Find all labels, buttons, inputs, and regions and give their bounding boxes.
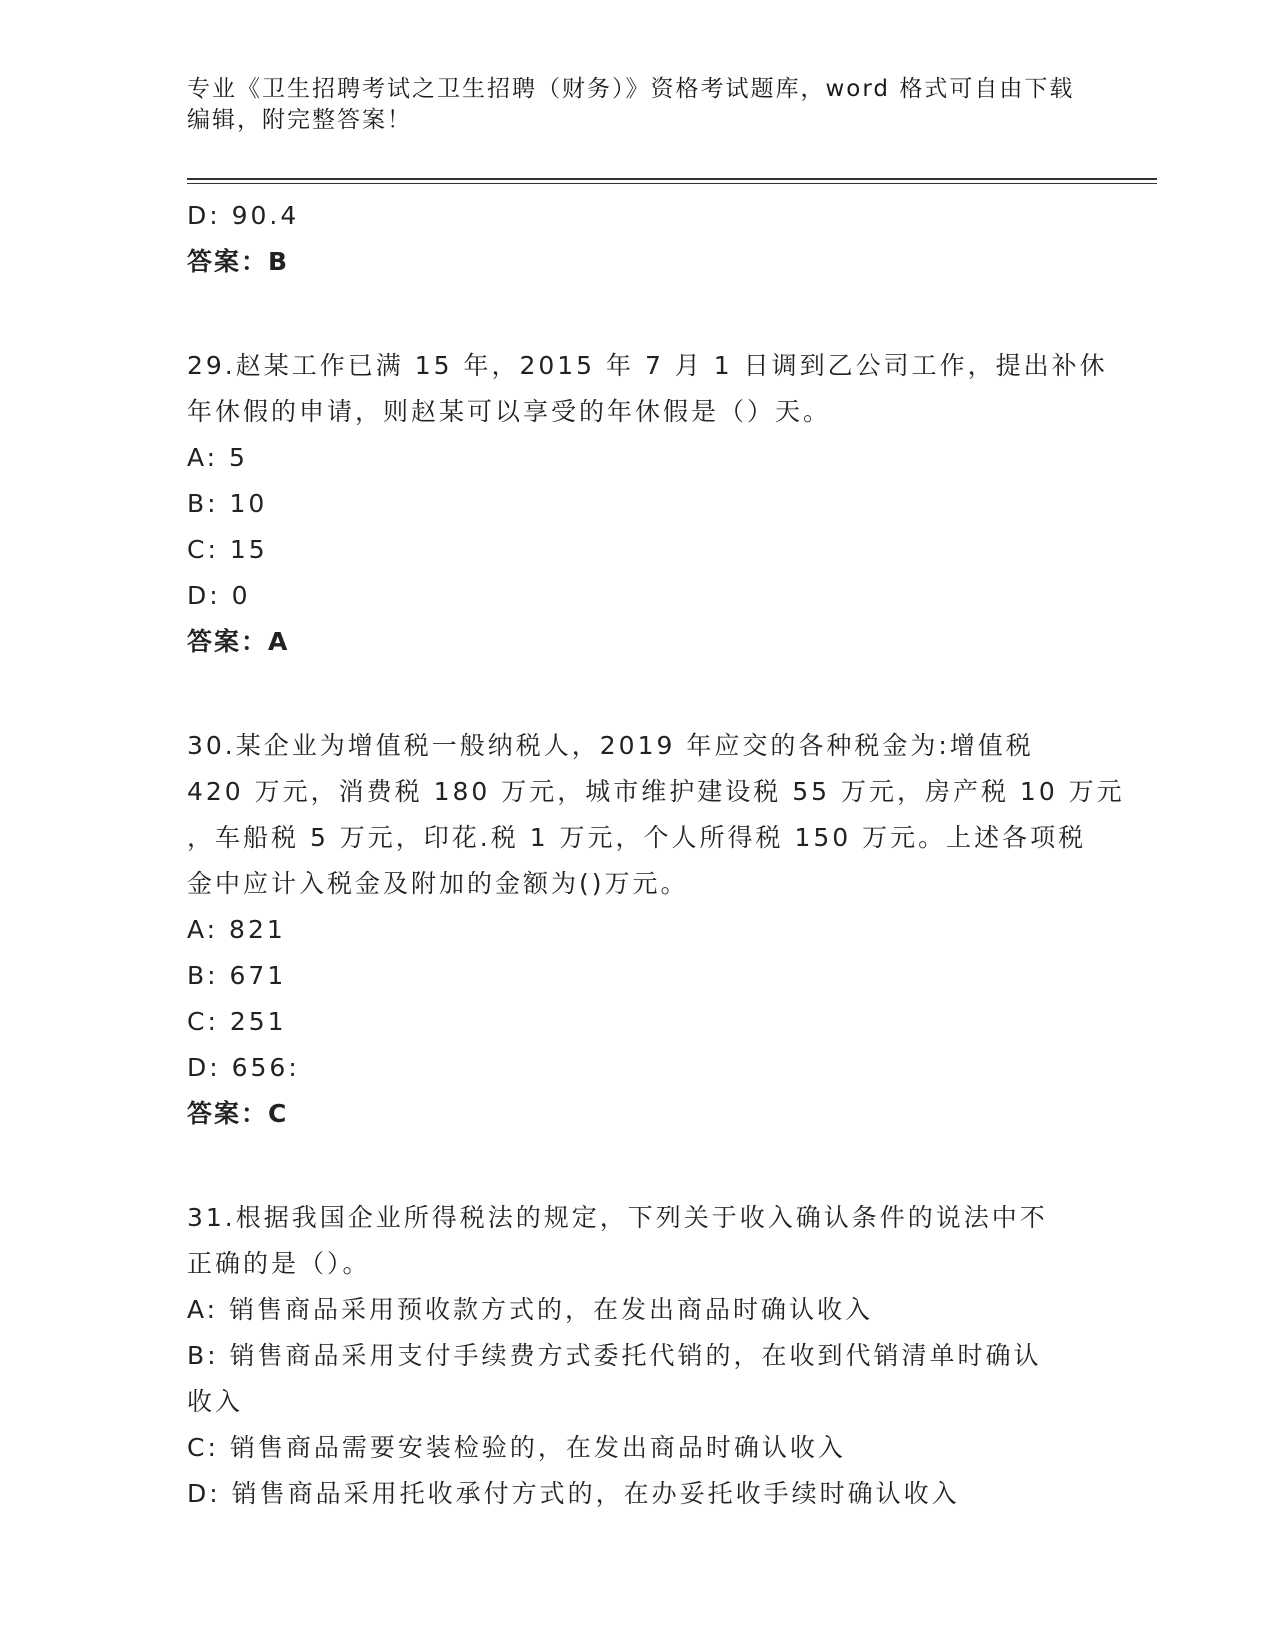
- question-30: [187, 723, 1125, 1137]
- question-text-line: 31.根据我国企业所得税法的规定，下列关于收入确认条件的说法中不: [187, 1203, 1048, 1232]
- header-divider-thick: [187, 178, 1157, 180]
- option-c: C: 15: [187, 535, 268, 564]
- option-b: B: 销售商品采用支付手续费方式委托代销的，在收到代销清单时确认: [187, 1341, 1042, 1370]
- question-text-line: 30.某企业为增值税一般纳税人，2019 年应交的各种税金为:增值税: [187, 731, 1034, 760]
- question-content: [187, 193, 1125, 1517]
- option-a: A: 821: [187, 915, 286, 944]
- option-c: C: 销售商品需要安装检验的，在发出商品时确认收入: [187, 1433, 846, 1462]
- question-text: [187, 723, 1125, 907]
- option-c: C: 251: [187, 1007, 287, 1036]
- header-divider-thin: [187, 183, 1157, 184]
- option-b: B: 671: [187, 961, 287, 990]
- question-29: [187, 343, 1108, 665]
- header-line-1: 专业《卫生招聘考试之卫生招聘（财务）》资格考试题库，word 格式可自由下载: [187, 76, 1075, 102]
- previous-question-tail: [187, 193, 1087, 285]
- document-header: [187, 74, 1087, 136]
- option-d: D: 656:: [187, 1053, 300, 1082]
- question-text-line: 420 万元，消费税 180 万元，城市维护建设税 55 万元，房产税 10 万元: [187, 777, 1125, 806]
- header-line-2: 编辑，附完整答案！: [187, 107, 412, 133]
- question-text: [187, 1195, 1087, 1287]
- option-d: D: 90.4: [187, 201, 300, 230]
- answer-line: 答案：B: [187, 247, 290, 276]
- question-text-line: 29.赵某工作已满 15 年，2015 年 7 月 1 日调到乙公司工作，提出补休: [187, 351, 1108, 380]
- question-text-line: 年休假的申请，则赵某可以享受的年休假是（）天。: [187, 397, 832, 426]
- option-d: D: 销售商品采用托收承付方式的，在办妥托收手续时确认收入: [187, 1479, 960, 1508]
- question-text-line: ，车船税 5 万元，印花.税 1 万元，个人所得税 150 万元。上述各项税: [187, 823, 1087, 852]
- option-a: A: 5: [187, 443, 248, 472]
- option-b-continued: 收入: [187, 1387, 244, 1416]
- option-b: B: 10: [187, 489, 268, 518]
- question-text-line: 正确的是（）。: [187, 1249, 371, 1278]
- option-d: D: 0: [187, 581, 251, 610]
- question-31: [187, 1195, 1087, 1517]
- answer-line: 答案：C: [187, 1099, 289, 1128]
- option-a: A: 销售商品采用预收款方式的，在发出商品时确认收入: [187, 1295, 874, 1324]
- question-text-line: 金中应计入税金及附加的金额为()万元。: [187, 869, 689, 898]
- question-text: [187, 343, 1108, 435]
- answer-line: 答案：A: [187, 627, 290, 656]
